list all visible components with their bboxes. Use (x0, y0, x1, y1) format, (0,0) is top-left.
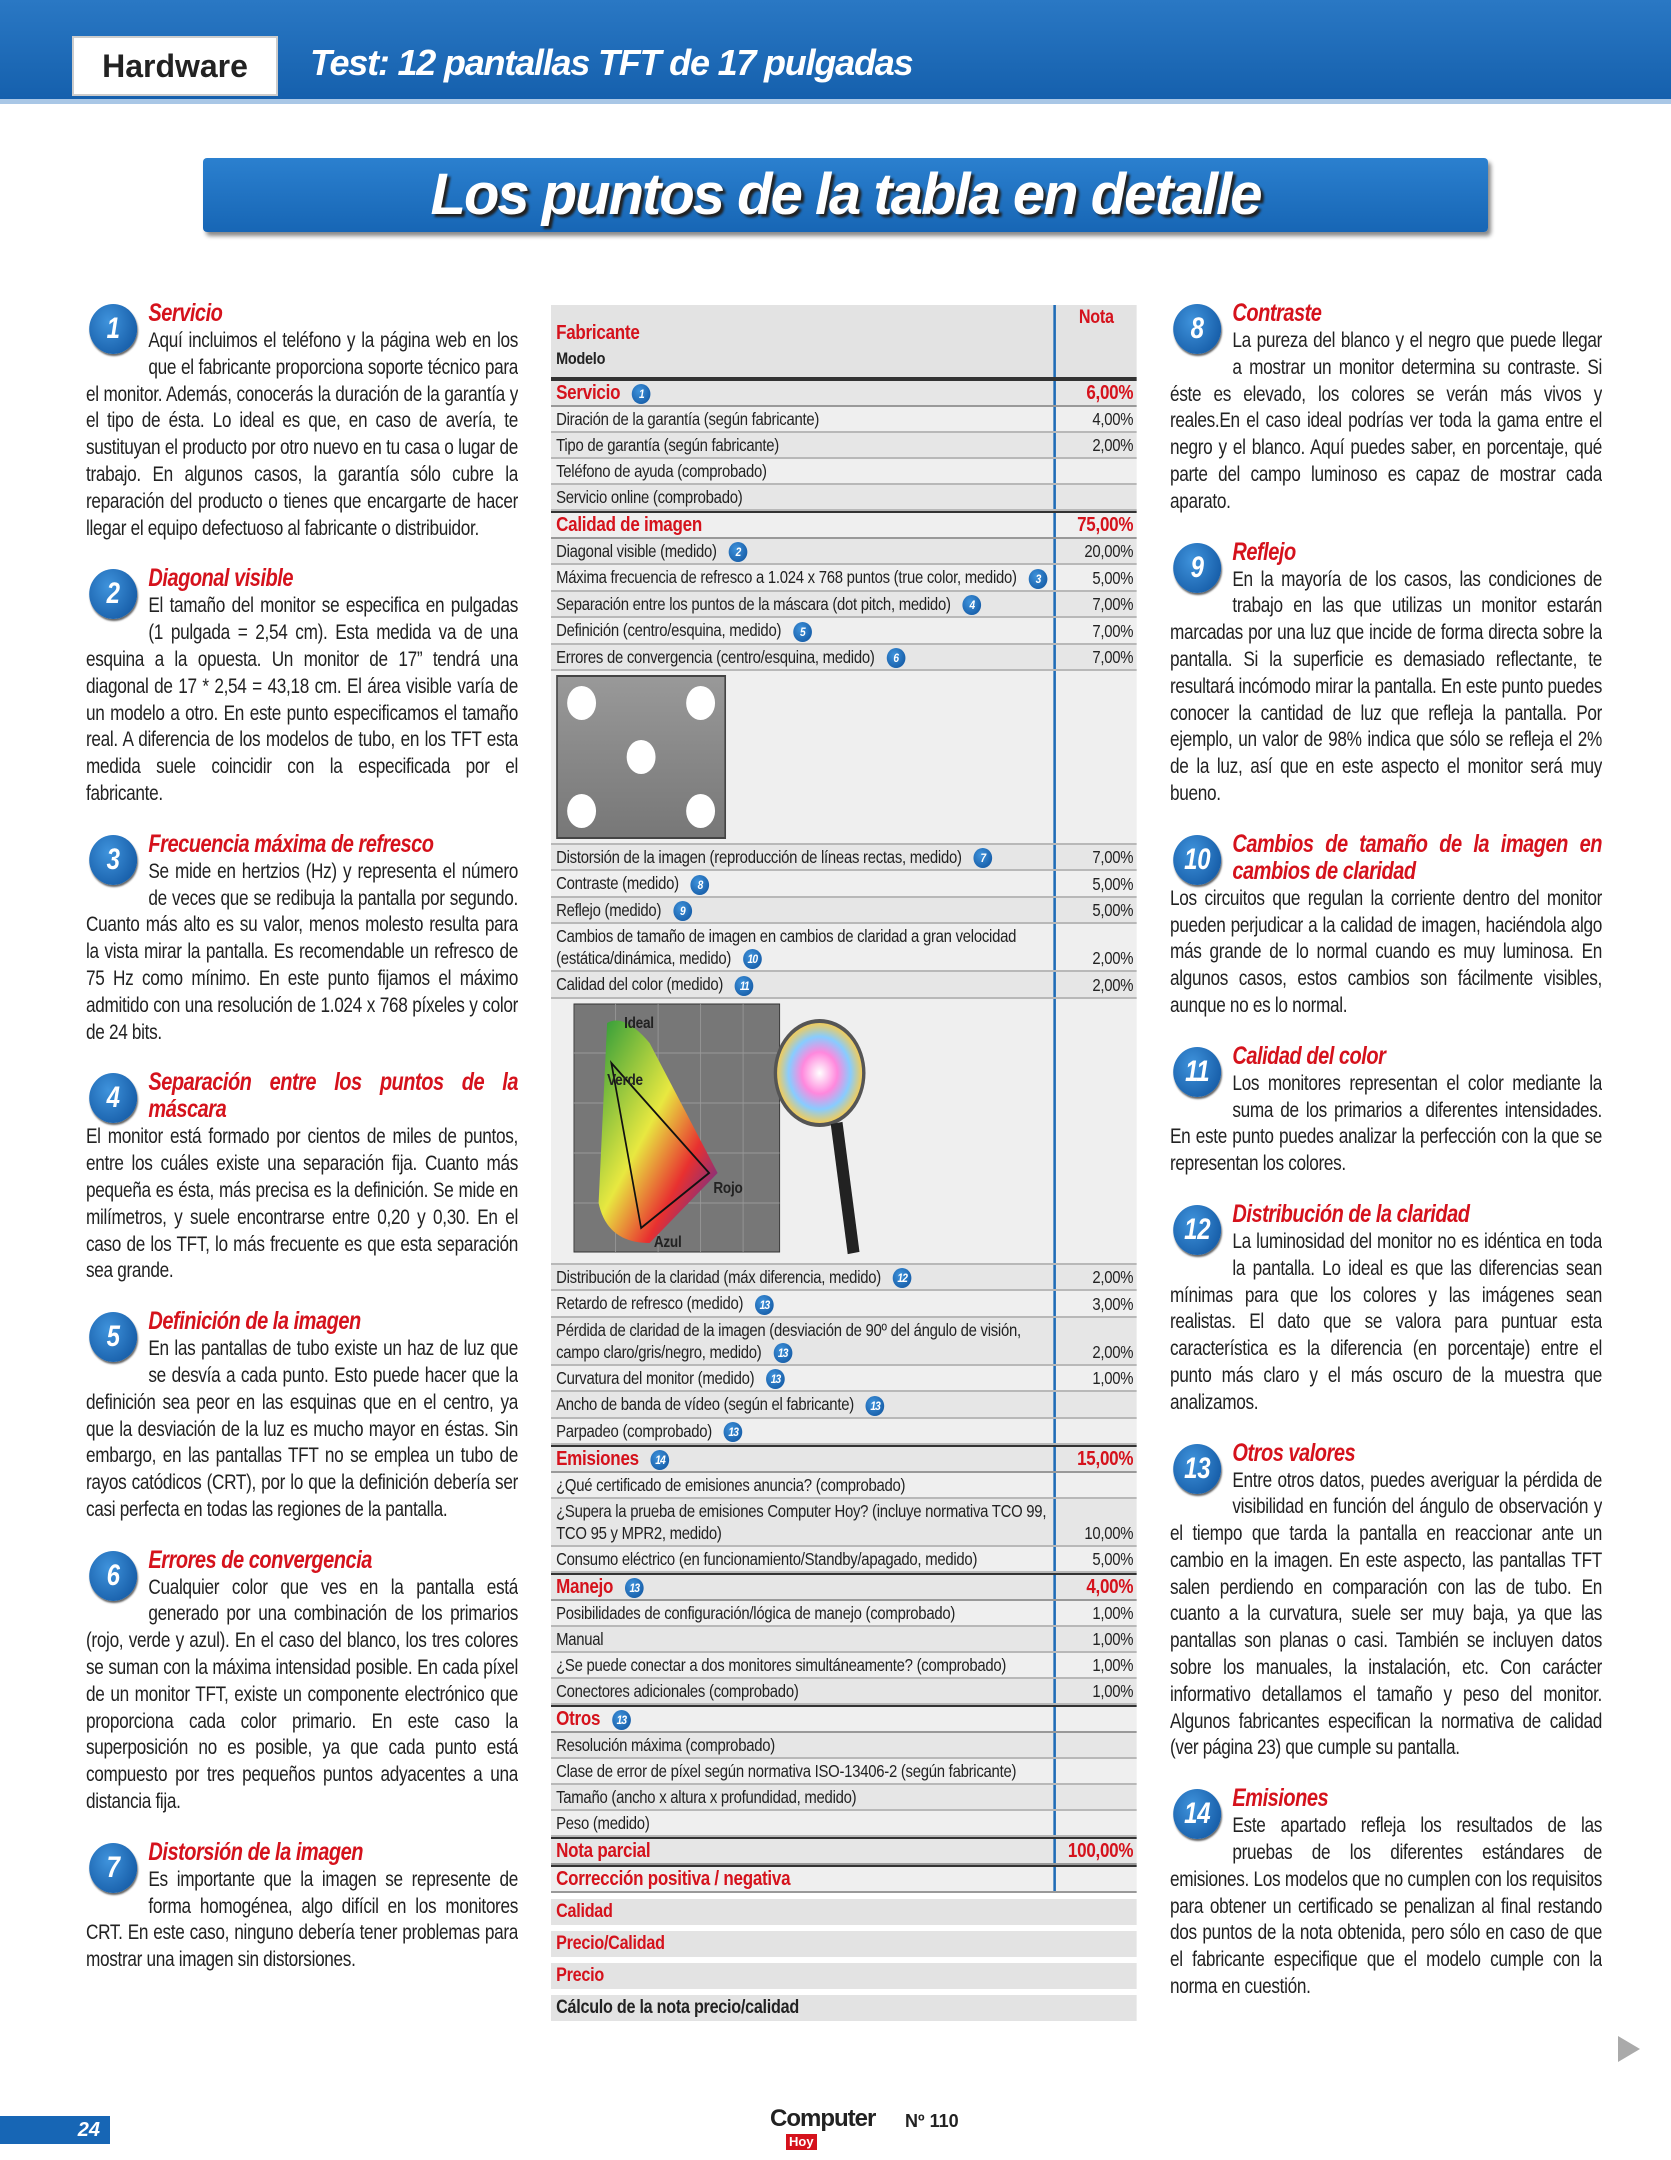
table-row (551, 1759, 1137, 1785)
article-text: Este apartado refleja los resultados de las pruebas de los diferentes estándares de emisiones. Los modelos que no cumplen con los requisitos para obtener un certificado se penalizan al final restando dos puntos de la nota obtenida, pero sólo en caso de que el fabricante especifique que el modelo cumple con la norma en cuestión. (1170, 1813, 1602, 1999)
table-row (551, 1627, 1137, 1653)
row-value: 5,00% (1053, 1547, 1136, 1571)
row-value: 2,00% (1053, 433, 1136, 457)
chart-label-ideal: Ideal (624, 1014, 654, 1033)
row-label (551, 565, 1053, 589)
row-value: 5,00% (1053, 565, 1136, 589)
row-label-text: Máxima frecuencia de refresco a 1.024 x 768 puntos (true color, medido) (556, 567, 1017, 588)
article-9 (1170, 539, 1602, 807)
article-5 (86, 1308, 518, 1523)
number-badge-icon: 14 (1173, 1789, 1221, 1839)
number-badge-icon: 12 (893, 1268, 912, 1288)
article-title: Otros valores (1232, 1439, 1356, 1467)
convergence-test-image (556, 675, 726, 839)
row-value: 3,00% (1053, 1291, 1136, 1315)
row-label (551, 1473, 1053, 1497)
row-label-text: Separación entre los puntos de la máscara (dot pitch, medido) (556, 593, 951, 614)
summary-row: Cálculo de la nota precio/calidad (551, 1995, 1137, 2021)
row-label (551, 972, 1053, 996)
article-text: La pureza del blanco y el negro que puede llegar a mostrar un monitor determina su contraste. Si éste es elevado, los colores se verán más vivos y reales.En el caso ideal podrías ver toda la gama entre el negro y el blanco. Aquí puedes saber, en porcentaje, qué parte del campo luminoso es capaz de mostrar cada aparato. (1170, 328, 1602, 513)
row-label-text: Calidad del color (medido) (556, 974, 724, 995)
table-row (551, 645, 1137, 671)
article-title: Calidad del color (1232, 1042, 1386, 1070)
row-label (551, 592, 1053, 616)
number-badge-icon: 11 (735, 976, 754, 996)
number-badge-icon: 13 (612, 1710, 631, 1730)
row-value: 1,00% (1053, 1627, 1136, 1651)
number-badge-icon: 10 (1173, 835, 1221, 885)
color-gamut-image (556, 1003, 879, 1259)
issue-number: Nº 110 (905, 2111, 959, 2131)
row-label (551, 1447, 1053, 1471)
nota-header: Nota (1053, 305, 1136, 377)
row-label (551, 645, 1053, 669)
article-text: En la mayoría de los casos, las condiciones de trabajo en las que utilizas un monitor estarán marcadas por una luz que incide de forma directa sobre la pantalla. Si la superficie es demasiado reflectante, te resultará incómodo mirar la pantalla. En este punto puedes conocer la cantidad de luz que refleja la pantalla. Por ejemplo, un valor de 98% indica que sólo se refleja el 2% de la luz, así que en este aspecto el monitor será muy bueno. (1170, 566, 1602, 805)
row-label (551, 1392, 1053, 1416)
row-label-text: Manual (556, 1629, 604, 1649)
row-value: 7,00% (1053, 645, 1136, 669)
table-section-row (551, 1865, 1137, 1893)
number-badge-icon: 9 (673, 901, 692, 921)
number-badge-icon: 3 (1029, 569, 1048, 589)
row-label-text: Parpadeo (comprobado) (556, 1420, 712, 1441)
row-label (551, 1679, 1053, 1703)
row-value: 10,00% (1053, 1499, 1136, 1545)
row-label-text: Distribución de la claridad (máx diferencia, medido) (556, 1266, 881, 1287)
article-title: Separación entre los puntos de la máscara (148, 1069, 518, 1124)
table-row (551, 845, 1137, 871)
article-6 (86, 1547, 518, 1815)
number-badge-icon: 4 (963, 595, 982, 615)
article-8 (1170, 300, 1602, 515)
row-label (551, 924, 1053, 970)
magazine-logo (770, 2106, 890, 2156)
row-value: 2,00% (1053, 1318, 1136, 1364)
table-row (551, 972, 1137, 998)
row-label-text: Curvatura del monitor (medido) (556, 1367, 755, 1388)
row-label (551, 1627, 1053, 1651)
row-label-text: Servicio (556, 382, 621, 404)
row-label (551, 1785, 1053, 1809)
table-row (551, 1733, 1137, 1759)
logo-text: Computer (770, 2105, 876, 2132)
number-badge-icon: 7 (974, 848, 993, 868)
row-value (1053, 1733, 1136, 1757)
row-label-text: Otros (556, 1708, 601, 1730)
row-label-text: Posibilidades de configuración/lógica de manejo (comprobado) (556, 1603, 956, 1623)
row-label (551, 1419, 1053, 1443)
row-value: 5,00% (1053, 898, 1136, 922)
table-section-row (551, 511, 1137, 539)
left-column (86, 300, 518, 1997)
article-11 (1170, 1043, 1602, 1177)
row-label-text: Tipo de garantía (según fabricante) (556, 435, 779, 455)
table-row (551, 407, 1137, 433)
row-label-text: ¿Qué certificado de emisiones anuncia? (comprobado) (556, 1475, 906, 1495)
row-value (1053, 1419, 1136, 1443)
page-number: 24 (0, 2116, 110, 2144)
article-text: Aquí incluimos el teléfono y la página web en los que el fabricante proporciona soporte técnico para el monitor. Además, conocerás la duración de la garantía y el tipo de ésta. Lo ideal es que, en caso de avería, te sustituyan el producto por otro nuevo en tu casa o lugar de trabajo. En algunos casos, la garantía sólo cubre la reparación del producto o tienes que encargarte de hacer llegar el equipo defectuoso al fabricante o distribuidor. (86, 328, 518, 540)
table-row (551, 618, 1137, 644)
row-value: 2,00% (1053, 924, 1136, 970)
row-label-text: Diración de la garantía (según fabricante) (556, 409, 820, 429)
row-value: 15,00% (1053, 1447, 1136, 1471)
table-row (551, 459, 1137, 485)
row-label-text: Peso (medido) (556, 1813, 650, 1833)
row-label-text: Clase de error de píxel según normativa ISO-13406-2 (según fabricante) (556, 1761, 1017, 1781)
article-7 (86, 1839, 518, 1973)
row-label-text: Contraste (medido) (556, 873, 679, 894)
row-label (551, 898, 1053, 922)
article-2 (86, 565, 518, 806)
row-label (551, 459, 1053, 483)
table-row (551, 1811, 1137, 1837)
row-label-text: ¿Supera la prueba de emisiones Computer Hoy? (incluye normativa TCO 99, TCO 95 y MPR2, medido) (556, 1501, 1047, 1543)
row-label (551, 1601, 1053, 1625)
table-section-row (551, 1837, 1137, 1865)
row-label-text: Conectores adicionales (comprobado) (556, 1681, 799, 1701)
row-value (1053, 1759, 1136, 1783)
number-badge-icon: 13 (755, 1295, 774, 1315)
row-value: 75,00% (1053, 513, 1136, 537)
row-label (551, 1867, 1053, 1891)
row-label-text: Reflejo (medido) (556, 899, 662, 920)
article-1 (86, 300, 518, 541)
table-section-row (551, 1573, 1137, 1601)
row-label-text: Teléfono de ayuda (comprobado) (556, 461, 767, 481)
number-badge-icon: 13 (773, 1343, 792, 1363)
row-label-text: Emisiones (556, 1448, 639, 1470)
article-4 (86, 1069, 518, 1284)
number-badge-icon: 2 (89, 569, 137, 619)
article-text: Cualquier color que ves en la pantalla está generado por una combinación de los primarios (rojo, verde y azul). En el caso del blanco, los tres colores se suman con la máxima intensidad posible. En cada píxel de un monitor TFT, existe un componente electrónico que proporciona cada color primario. En este caso la superposición no es posible, ya que cada punto está compuesto por tres pequeños puntos adyacentes a una distancia fija. (86, 1574, 518, 1814)
article-text: En las pantallas de tubo existe un haz de luz que se desvía a cada punto. Esto puede hacer que la definición sea peor en las esquinas que en el centro, ya que la desviación de la luz es mucho mayor en éstas. Sin embargo, en las pantallas TFT no se emplea un tubo de rayos catódicos (CRT), por lo que la definición debería ser casi perfecta en todas las regiones de la pantalla. (86, 1336, 518, 1521)
article-text: Los monitores representan el color mediante la suma de los primarios a diferentes intensidades. En este punto puedes analizar la perfección con la que se representan los colores. (1170, 1070, 1602, 1176)
table-row (551, 1419, 1137, 1445)
row-value: 2,00% (1053, 972, 1136, 996)
row-label (551, 407, 1053, 431)
row-label (551, 381, 1053, 405)
article-title: Diagonal visible (148, 565, 293, 593)
row-label (551, 1839, 1053, 1863)
article-text: Es importante que la imagen se represente de forma homogénea, algo difícil en los monitores CRT. En este caso, ninguno debería tener problemas para mostrar una imagen sin distorsiones. (86, 1866, 518, 1972)
row-label-text: Resolución máxima (comprobado) (556, 1735, 775, 1755)
convergence-figure-row (551, 671, 1137, 845)
row-value: 7,00% (1053, 845, 1136, 869)
fabricante-label: Fabricante (556, 322, 640, 344)
number-badge-icon: 14 (651, 1450, 670, 1470)
color-chart-row (551, 999, 1137, 1265)
table-section-row (551, 1705, 1137, 1733)
row-label (551, 513, 1053, 537)
modelo-label: Modelo (556, 349, 606, 368)
article-text: Se mide en hertzios (Hz) y representa el número de veces que se redibuja la pantalla por segundo. Cuanto más alto es su valor, menos molesto resulta para la vista mirar la pantalla. Es recomendable un refresco de 75 Hz como mínimo. En este punto fijamos el máximo admitido con una resolución de 1.024 x 768 píxeles y color de 24 bits. (86, 858, 518, 1044)
table-row (551, 485, 1137, 511)
row-value (1053, 1473, 1136, 1497)
number-badge-icon: 6 (886, 648, 905, 668)
row-value: 20,00% (1053, 539, 1136, 563)
table-row (551, 1653, 1137, 1679)
table-row (551, 1265, 1137, 1291)
article-3 (86, 831, 518, 1046)
row-label-text: Pérdida de claridad de la imagen (desviación de 90º del ángulo de visión, campo claro/gris/negro, medido) (556, 1319, 1021, 1362)
next-page-arrow-icon[interactable] (1618, 2036, 1640, 2062)
row-label (551, 1575, 1053, 1599)
row-label (551, 1547, 1053, 1571)
rating-table (551, 305, 1137, 2021)
number-badge-icon: 5 (89, 1312, 137, 1362)
number-badge-icon: 8 (691, 875, 710, 895)
number-badge-icon: 1 (89, 304, 137, 354)
article-title: Distorsión de la imagen (148, 1838, 363, 1866)
row-label (551, 1707, 1053, 1731)
figure (551, 999, 1053, 1263)
row-label-text: Diagonal visible (medido) (556, 541, 717, 561)
row-value: 1,00% (1053, 1679, 1136, 1703)
row-value: 100,00% (1053, 1839, 1136, 1863)
row-value (1053, 1785, 1136, 1809)
table-row (551, 539, 1137, 565)
article-title: Frecuencia máxima de refresco (148, 830, 434, 858)
number-badge-icon: 5 (793, 622, 812, 642)
article-13 (1170, 1440, 1602, 1762)
number-badge-icon: 12 (1173, 1205, 1221, 1255)
row-label (551, 1733, 1053, 1757)
row-value: 6,00% (1053, 381, 1136, 405)
nota-column (1053, 671, 1136, 843)
table-row (551, 592, 1137, 618)
row-label (551, 485, 1053, 509)
right-column (1170, 300, 1602, 2024)
article-title: Emisiones (1232, 1785, 1329, 1813)
row-label-text: Servicio online (comprobado) (556, 487, 743, 507)
row-value: 7,00% (1053, 592, 1136, 616)
article-text: La luminosidad del monitor no es idéntica en toda la pantalla. Lo ideal es que las diferencias sean mínimas para que los colores y las imágenes sean realistas. El dato que se valora para puntuar esta característica es la diferencia (en porcentaje) entre el punto más claro y el más oscuro de la muestra que analizamos. (1170, 1228, 1602, 1414)
article-title: Contraste (1232, 300, 1322, 327)
row-value: 4,00% (1053, 1575, 1136, 1599)
row-label-text: Nota parcial (556, 1840, 651, 1862)
number-badge-icon: 13 (766, 1369, 785, 1389)
article-title: Errores de convergencia (148, 1546, 372, 1574)
row-label (551, 871, 1053, 895)
row-label (551, 1265, 1053, 1289)
row-label-text: Consumo eléctrico (en funcionamiento/Standby/apagado, medido) (556, 1549, 978, 1569)
row-label (551, 539, 1053, 563)
table-section-row (551, 379, 1137, 407)
row-label-text: Ancho de banda de vídeo (según el fabricante) (556, 1394, 854, 1415)
article-text: El monitor está formado por cientos de miles de puntos, entre los cuáles existe una separación fija. Cuanto más pequeña es ésta, más precisa es la definición. Se mide en milímetros, y suele encontrarse entre 0,20 y 0,30. En el caso de los TFT, lo más frecuente es que esta separación sea grande. (86, 1124, 518, 1283)
row-label-text: Cambios de tamaño de imagen en cambios de claridad a gran velocidad (estática/dinámica, medido) (556, 926, 1017, 968)
table-row (551, 1392, 1137, 1418)
summary-row: Precio (551, 1963, 1137, 1989)
number-badge-icon: 3 (89, 835, 137, 885)
article-text: Entre otros datos, puedes averiguar la pérdida de visibilidad en función del ángulo de observación y el tiempo que tarda la pantalla en reaccionar ante un cambio en la imagen. En este aspecto, las pantallas TFT salen perdiendo en comparación con las de tubo. En cuanto a la curvatura, suele ser muy baja, ya que las pantallas son planas o casi. También se incluyen datos sobre los manuales, la instalación, etc. Con carácter informativo detallamos el tamaño y peso del monitor. Algunos fabricantes especifican la normativa de calidad (ver página 23) que cumple su pantalla. (1170, 1467, 1602, 1760)
article-title: Reflejo (1232, 538, 1296, 566)
row-label-text: Retardo de refresco (medido) (556, 1293, 744, 1314)
table-row (551, 1547, 1137, 1573)
chart-label-verde: Verde (607, 1071, 643, 1090)
row-label (551, 1291, 1053, 1315)
row-value (1053, 1392, 1136, 1416)
row-label (551, 1759, 1053, 1783)
chart-label-rojo: Rojo (713, 1179, 743, 1198)
article-title: Servicio (148, 300, 223, 327)
number-badge-icon: 13 (724, 1422, 743, 1442)
article-text: Los circuitos que regulan la corriente dentro del monitor pueden perjudicar a la calidad de imagen, haciéndola algo más grande de lo normal cuando es muy luminosa. En algunos casos, estos cambios son fácilmente visibles, aunque no es lo normal. (1170, 885, 1602, 1017)
logo-sub: Hoy (786, 2134, 817, 2150)
summary-row: Precio/Calidad (551, 1931, 1137, 1957)
row-value: 4,00% (1053, 407, 1136, 431)
article-12 (1170, 1201, 1602, 1416)
number-badge-icon: 1 (632, 384, 651, 404)
table-row (551, 433, 1137, 459)
table-row (551, 565, 1137, 591)
row-label-text: Distorsión de la imagen (reproducción de líneas rectas, medido) (556, 846, 962, 867)
number-badge-icon: 10 (743, 949, 762, 969)
row-label (551, 1499, 1053, 1545)
header-title: Test: 12 pantallas TFT de 17 pulgadas (310, 42, 913, 83)
row-value (1053, 485, 1136, 509)
number-badge-icon: 6 (89, 1551, 137, 1601)
table-row (551, 1499, 1137, 1547)
row-label-text: Definición (centro/esquina, medido) (556, 620, 782, 641)
number-badge-icon: 4 (89, 1073, 137, 1123)
chart-label-azul: Azul (653, 1233, 682, 1252)
row-value: 1,00% (1053, 1366, 1136, 1390)
article-title: Definición de la imagen (148, 1308, 361, 1336)
number-badge-icon: 7 (89, 1843, 137, 1893)
article-14 (1170, 1785, 1602, 2000)
row-label-text: Corrección positiva / negativa (556, 1868, 791, 1890)
table-header (551, 305, 1137, 379)
table-row (551, 1291, 1137, 1317)
summary-row: Calidad (551, 1899, 1137, 1925)
row-value (1053, 1707, 1136, 1731)
table-row (551, 924, 1137, 972)
row-value: 1,00% (1053, 1601, 1136, 1625)
row-label-text: Calidad de imagen (556, 514, 702, 536)
table-row (551, 871, 1137, 897)
row-value: 7,00% (1053, 618, 1136, 642)
row-label (551, 618, 1053, 642)
number-badge-icon: 13 (1173, 1444, 1221, 1494)
article-10 (1170, 831, 1602, 1019)
row-label (551, 1366, 1053, 1390)
row-value (1053, 459, 1136, 483)
number-badge-icon: 2 (729, 542, 748, 562)
section-tag: Hardware (72, 36, 278, 96)
row-value: 1,00% (1053, 1653, 1136, 1677)
figure (551, 671, 1053, 843)
table-row (551, 1679, 1137, 1705)
row-label (551, 1811, 1053, 1835)
row-label (551, 433, 1053, 457)
header-bar (0, 0, 1671, 104)
row-label (551, 845, 1053, 869)
row-value (1053, 1867, 1136, 1891)
table-row (551, 1366, 1137, 1392)
row-label (551, 1318, 1053, 1364)
row-label-text: Errores de convergencia (centro/esquina, medido) (556, 646, 875, 667)
nota-column (1053, 999, 1136, 1263)
page-title: Los puntos de la tabla en detalle (203, 158, 1488, 232)
table-row (551, 1318, 1137, 1366)
number-badge-icon: 8 (1173, 304, 1221, 354)
number-badge-icon: 9 (1173, 543, 1221, 593)
row-value: 2,00% (1053, 1265, 1136, 1289)
table-row (551, 1785, 1137, 1811)
row-label (551, 1653, 1053, 1677)
table-row (551, 898, 1137, 924)
article-title: Cambios de tamaño de la imagen en cambios de claridad (1232, 830, 1602, 885)
number-badge-icon: 13 (625, 1578, 644, 1598)
table-row (551, 1473, 1137, 1499)
table-section-row (551, 1445, 1137, 1473)
table-row (551, 1601, 1137, 1627)
row-label-text: ¿Se puede conectar a dos monitores simultáneamente? (comprobado) (556, 1655, 1007, 1675)
number-badge-icon: 13 (866, 1396, 885, 1416)
row-label-text: Tamaño (ancho x altura x profundidad, medido) (556, 1787, 857, 1807)
number-badge-icon: 11 (1173, 1047, 1221, 1097)
article-text: El tamaño del monitor se especifica en pulgadas (1 pulgada = 2,54 cm). Esta medida va de una esquina a la opuesta. Un monitor de 17” tendrá una diagonal de 17 * 2,54 = 43,18 cm. El área visible varía de un modelo a otro. En este punto especificamos el tamaño real. A diferencia de los modelos de tubo, en los TFT esta medida suele coincidir con la especificada por el fabricante. (86, 593, 518, 805)
article-title: Distribución de la claridad (1232, 1200, 1470, 1228)
row-value (1053, 1811, 1136, 1835)
row-value: 5,00% (1053, 871, 1136, 895)
row-label-text: Manejo (556, 1576, 614, 1598)
